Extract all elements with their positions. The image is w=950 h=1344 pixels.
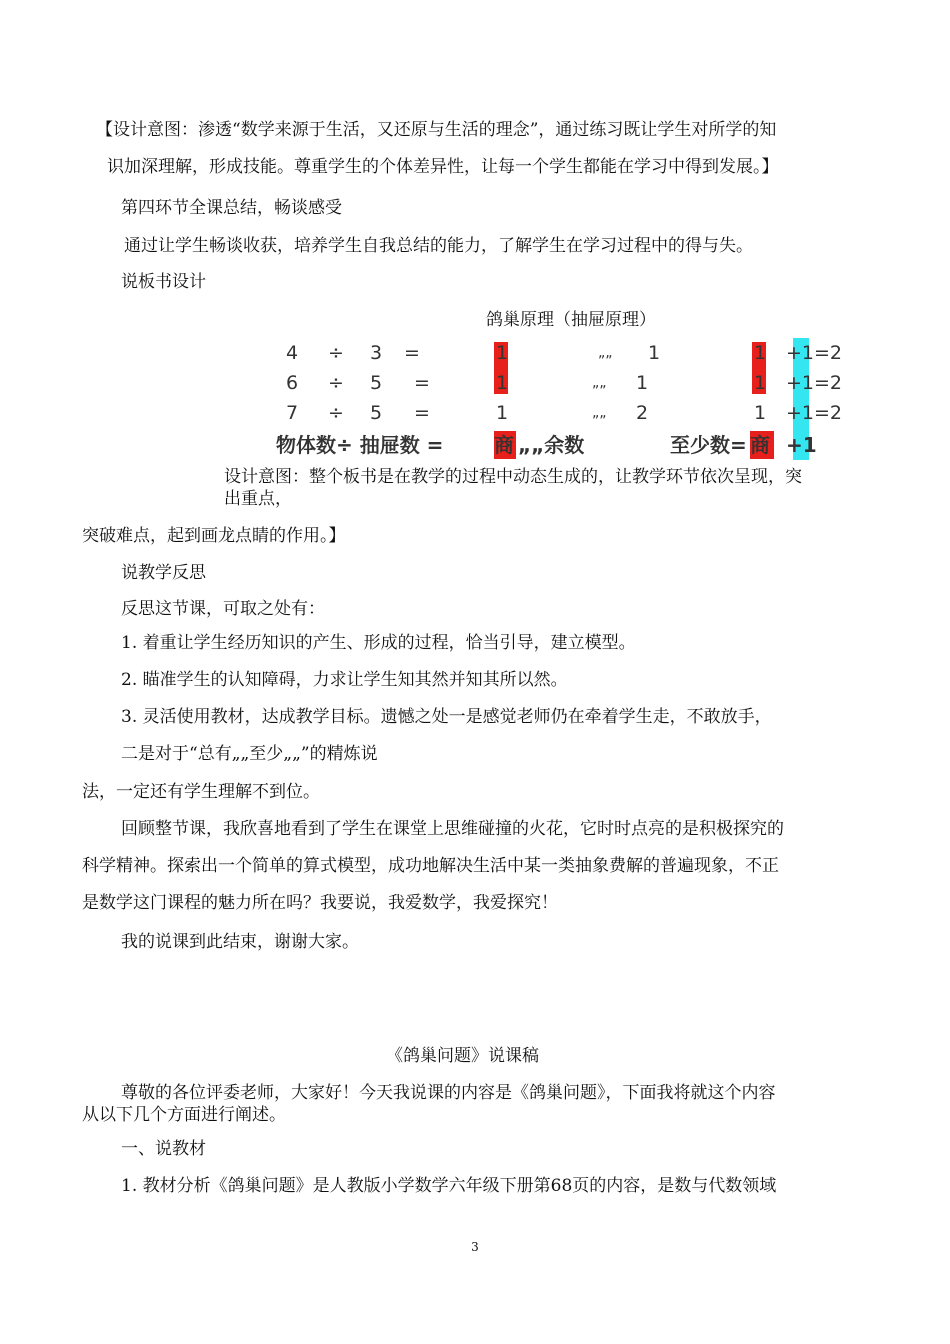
review-line-1: 回顾整节课，我欣喜地看到了学生在课堂上思维碰撞的火花，它时时点亮的是积极探究的: [121, 819, 784, 839]
board-design-heading: 说板书设计: [121, 272, 206, 292]
row1-least: 1: [754, 342, 767, 364]
reflection-item-2: 2. 瞄准学生的认知障碍，力求让学生知其然并知其所以然。: [121, 670, 568, 690]
reflection-item-1: 1. 着重让学生经历知识的产生、形成的过程，恰当引导，建立模型。: [121, 633, 636, 653]
row3-least: 1: [754, 402, 767, 424]
row1-equals: =: [404, 342, 420, 364]
row2-equals: =: [414, 372, 430, 394]
reflection-intro: 反思这节课，可取之处有：: [121, 599, 325, 619]
row2-divide: ÷: [328, 372, 344, 394]
review-line-2: 科学精神。探索出一个简单的算式模型，成功地解决生活中某一类抽象费解的普遍现象，不正: [82, 856, 779, 876]
row2-remainder: 1: [636, 372, 649, 394]
formula-quot: 商: [494, 433, 514, 457]
formula-rest: „„余数: [518, 433, 585, 457]
formula-plus: +1: [786, 433, 817, 457]
section1-heading: 一、说教材: [121, 1139, 206, 1159]
row3-dividend: 7: [286, 402, 299, 424]
row1-quotient: 1: [496, 342, 509, 364]
row1-plus: +1=2: [786, 342, 843, 364]
reflection-item-3-line-2: 二是对于“总有„„至少„„”的精炼说: [121, 744, 378, 764]
second-doc-title: 《鸽巢问题》说课稿: [386, 1046, 539, 1066]
reflection-heading: 说教学反思: [121, 563, 206, 583]
row3-divisor: 5: [370, 402, 383, 424]
board-intent-line-1: 设计意图：整个板书是在教学的过程中动态生成的，让教学环节依次呈现，突: [224, 467, 802, 487]
board-title: 鸽巢原理（抽屉原理）: [486, 310, 656, 330]
section4-body: 通过让学生畅谈收获，培养学生自我总结的能力，了解学生在学习过程中的得与失。: [124, 236, 753, 256]
board-intent-line-3: 突破难点，起到画龙点睛的作用。】: [82, 526, 346, 546]
section4-heading: 第四环节全课总结，畅谈感受: [121, 198, 342, 218]
row3-plus: +1=2: [786, 402, 843, 424]
reflection-item-3-line-3: 法，一定还有学生理解不到位。: [82, 782, 320, 802]
intent-line-2: 识加深理解，形成技能。尊重学生的个体差异性，让每一个学生都能在学习中得到发展。】: [107, 157, 779, 177]
row2-plus: +1=2: [786, 372, 843, 394]
row2-quotient: 1: [496, 372, 509, 394]
formula-quot2: 商: [750, 433, 770, 457]
row3-separator: „„: [592, 405, 607, 421]
intent-line-1: 【设计意图：渗透“数学来源于生活，又还原与生活的理念”，通过练习既让学生对所学的知: [96, 120, 777, 140]
greeting-line-2: 从以下几个方面进行阐述。: [82, 1105, 286, 1125]
board-intent-line-2: 出重点，: [224, 489, 292, 509]
formula-left: 物体数÷ 抽屉数 =: [276, 433, 444, 457]
row1-divisor: 3: [370, 342, 383, 364]
row1-dividend: 4: [286, 342, 299, 364]
page-number: 3: [471, 1240, 479, 1254]
board-design-figure: [276, 338, 843, 460]
row3-remainder: 2: [636, 402, 649, 424]
row3-quotient: 1: [496, 402, 509, 424]
textbook-analysis-line: 1. 教材分析《鸽巢问题》是人教版小学数学六年级下册第68页的内容，是数与代数领域: [121, 1176, 777, 1196]
reflection-item-3-line-1: 3. 灵活使用教材，达成教学目标。遗憾之处一是感觉老师仍在牵着学生走，不敢放手，: [121, 707, 772, 727]
row2-least: 1: [754, 372, 767, 394]
row2-divisor: 5: [370, 372, 383, 394]
row1-separator: „„: [598, 345, 613, 361]
row2-separator: „„: [592, 375, 607, 391]
closing-line: 我的说课到此结束，谢谢大家。: [121, 932, 359, 952]
greeting-line-1: 尊敬的各位评委老师，大家好！今天我说课的内容是《鸽巢问题》，下面我将就这个内容: [121, 1083, 776, 1103]
row3-divide: ÷: [328, 402, 344, 424]
row2-dividend: 6: [286, 372, 299, 394]
row3-equals: =: [414, 402, 430, 424]
row1-remainder: 1: [648, 342, 661, 364]
formula-least: 至少数=: [670, 433, 747, 457]
review-line-3: 是数学这门课程的魅力所在吗？我要说，我爱数学，我爱探究！: [82, 893, 558, 913]
row1-divide: ÷: [328, 342, 344, 364]
